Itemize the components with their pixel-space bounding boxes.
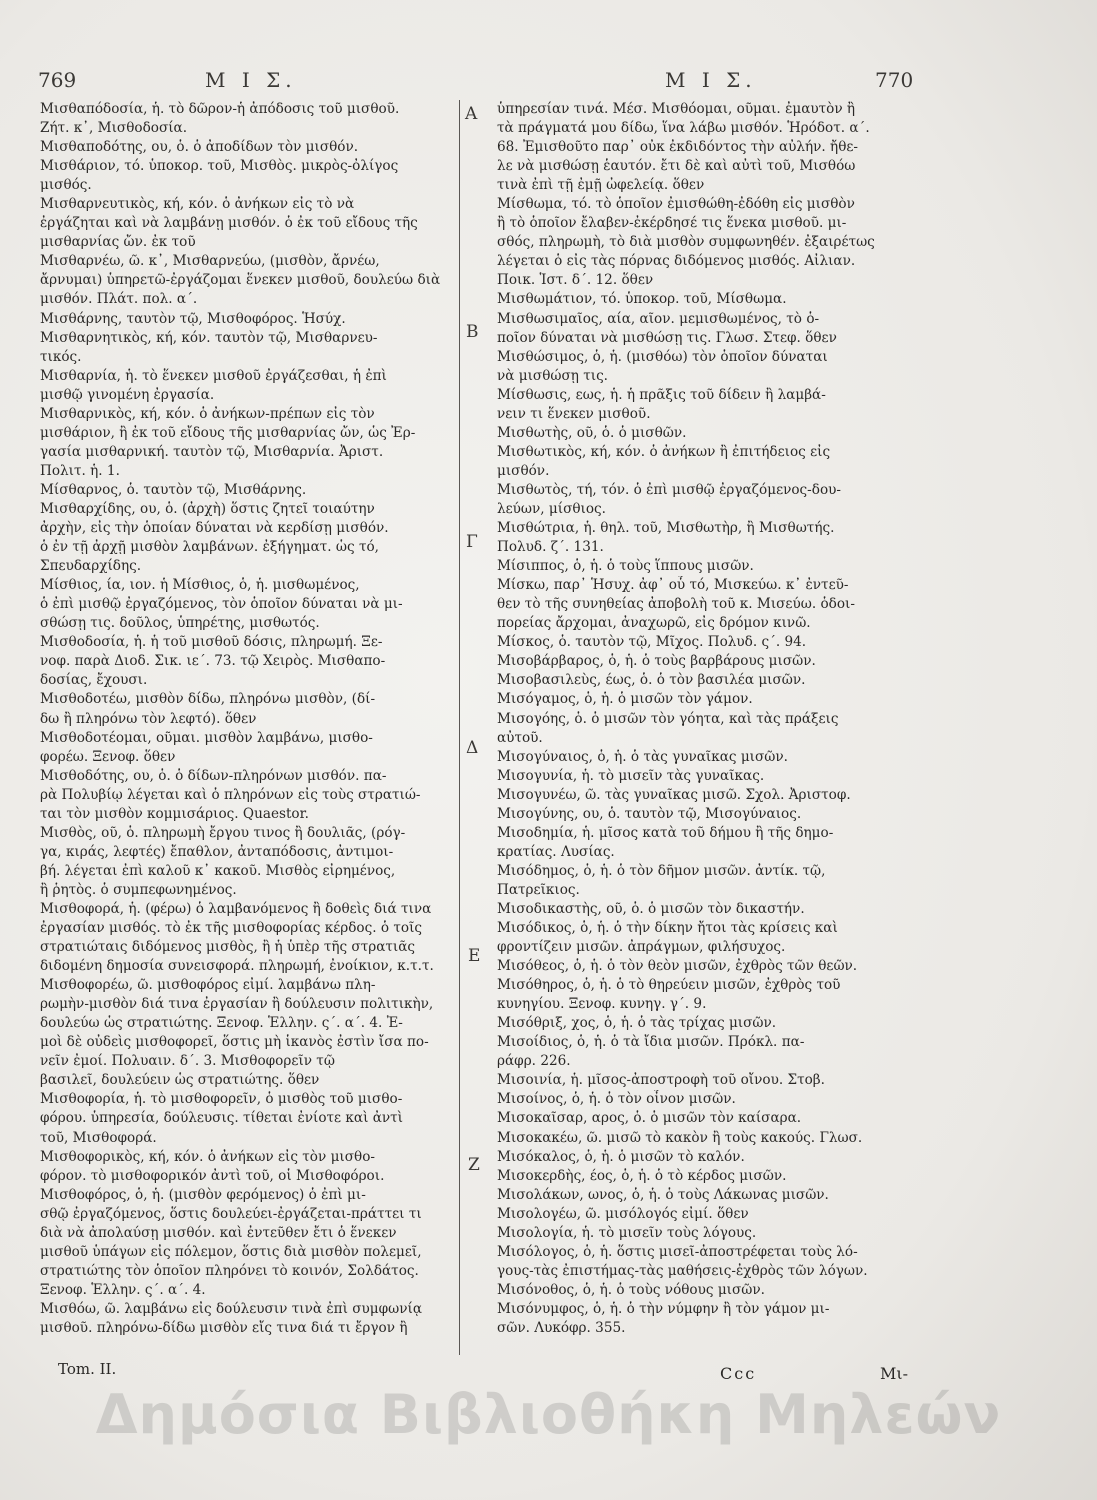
entry-line: ἐργασίαν μισθός. τὸ ἐκ τῆς μισθοφορίας κέρδος. ὁ τοῖς bbox=[40, 920, 423, 937]
entry-line: φορέω. Ξενοφ. ὅθεν bbox=[40, 748, 176, 765]
entry-line: Μισολογία, ἡ. τὸ μισεῖν τοὺς λόγους. bbox=[497, 1224, 757, 1241]
section-letter-gamma: Γ bbox=[466, 532, 478, 552]
entry-line: ὁ ἐν τῇ ἀρχῇ μισθὸν λαμβάνων. ἐξήγηματ. ὡς τό, bbox=[40, 539, 379, 556]
entry-line: Πατρεῖκιος. bbox=[497, 881, 580, 898]
entry-line: τὰ πράγματά μου δίδω, ἵνα λάβω μισθόν. Ἡρόδοτ. α΄. bbox=[497, 120, 870, 137]
entry-line: Μισοίνος, ὁ, ἡ. ὁ τὸν οἶνον μισῶν. bbox=[497, 1091, 736, 1108]
entry-line: νοφ. παρὰ Διοδ. Σικ. ιε΄. 73. τῷ Χειρὸς. Μισθαπο- bbox=[40, 653, 386, 670]
entry-line: Μισθοδοτέομαι, οῦμαι. μισθὸν λαμβάνω, μισθο- bbox=[40, 729, 373, 746]
column-divider bbox=[459, 100, 460, 1355]
entry-line: Μισθοδοσία, ἡ. ἡ τοῦ μισθοῦ δόσις, πληρωμή. Ξε- bbox=[40, 634, 383, 651]
entry-line: Μισθαποδότης, ου, ὁ. ὁ ἀποδίδων τὸν μισθόν. bbox=[40, 139, 359, 156]
entry-line: Μισθὸς, οῦ, ὁ. πληρωμὴ ἔργου τινος ἢ δουλιᾶς, (ρόγ- bbox=[40, 824, 406, 841]
entry-line: σῶν. Λυκόφρ. 355. bbox=[497, 1320, 626, 1336]
entry-line: φόρον. τὸ μισθοφορικόν ἀντὶ τοῦ, οἱ Μισθοφόροι. bbox=[40, 1167, 385, 1184]
entry-line: δοσίας, ἔχουσι. bbox=[40, 672, 148, 689]
entry-line: ἀρχὴν, εἰς τὴν ὁποίαν δύναται νὰ κερδίσῃ μισθόν. bbox=[40, 520, 389, 537]
right-page-number: 770 bbox=[875, 68, 914, 92]
entry-line: ἢ τὸ ὁποῖον ἔλαβεν-ἐκέρδησέ τις ἕνεκα μισθοῦ. μι- bbox=[497, 215, 847, 232]
entry-line: γους-τὰς ἐπιστήμας-τὰς μαθήσεις-ἐχθρὸς τῶν λόγων. bbox=[497, 1262, 868, 1279]
entry-line: Μισοβάρβαρος, ὁ, ἡ. ὁ τοὺς βαρβάρους μισῶν. bbox=[497, 653, 816, 670]
entry-line: Μισθοφορά, ἡ. (φέρω) ὁ λαμβανόμενος ἢ δοθεὶς διά τινα bbox=[40, 900, 432, 917]
entry-line: Μίσθιος, ία, ιον. ἡ Μίσθιος, ὁ, ἡ. μισθωμένος, bbox=[40, 577, 360, 594]
entry-line: Μισοβασιλεὺς, έως, ὁ. ὁ τὸν βασιλέα μισῶν. bbox=[497, 672, 806, 689]
entry-line: Μισθωτικὸς, κή, κόν. ὁ ἀνήκων ἢ ἐπιτήδειος εἰς bbox=[497, 443, 831, 460]
entry-line: μισθῷ γινομένη ἐργασία. bbox=[40, 386, 215, 403]
entry-line: Μισόλογος, ὁ, ἡ. ὅστις μισεῖ-ἀποστρέφεται τοὺς λό- bbox=[497, 1243, 858, 1260]
entry-line: πορείας ἄρχομαι, ἀναχωρῶ, εἰς δρόμον κινῶ. bbox=[497, 615, 811, 632]
entry-line: Μίσθωσις, εως, ἡ. ἡ πρᾶξις τοῦ δίδειν ἢ λαμβά- bbox=[497, 386, 826, 403]
entry-line: ὑπηρεσίαν τινά. Μέσ. Μισθόομαι, οῦμαι. ἐμαυτὸν ἢ bbox=[497, 101, 856, 117]
entry-line: στρατιώταις διδόμενος μισθὸς, ἢ ἡ ὑπὲρ τῆς στρατιᾶς bbox=[40, 939, 416, 956]
entry-line: Μισθαρνέω, ῶ. κ᾽, Μισθαρνεύω, (μισθὸν, ἄρνέω, bbox=[40, 253, 380, 270]
entry-line: Μισθοδότης, ου, ὁ. ὁ δίδων-πληρόνων μισθόν. πα- bbox=[40, 767, 387, 784]
entry-line: Μισογύναιος, ὁ, ἡ. ὁ τὰς γυναῖκας μισῶν. bbox=[497, 748, 788, 765]
entry-line: Μισοδικαστὴς, οῦ, ὁ. ὁ μισῶν τὸν δικαστήν. bbox=[497, 900, 805, 917]
entry-line: σθός, πληρωμὴ, τὸ διὰ μισθὸν συμφωνηθέν. ἐξαιρέτως bbox=[497, 234, 875, 251]
entry-line: γασία μισθαρνική. ταυτὸν τῷ, Μισθαρνία. Ἀριστ. bbox=[40, 443, 384, 460]
entry-line: Μισθωτὴς, οῦ, ὁ. ὁ μισθῶν. bbox=[497, 424, 687, 441]
entry-line: Μισθωτὸς, τή, τόν. ὁ ἐπὶ μισθῷ ἐργαζόμενος-δου- bbox=[497, 481, 841, 498]
left-running-head: Μ Ι Σ. bbox=[205, 68, 297, 92]
entry-line: Μισθοφόρος, ὁ, ἡ. (μισθὸν φερόμενος) ὁ ἐπὶ μι- bbox=[40, 1186, 366, 1203]
entry-line: λέγεται ὁ εἰς τὰς πόρνας διδόμενος μισθός. Αἰλιαν. bbox=[497, 253, 856, 270]
entry-line: Μισθώτρια, ἡ. θηλ. τοῦ, Μισθωτὴρ, ἢ Μισθωτής. bbox=[497, 520, 835, 537]
entry-line: Μισόθηρος, ὁ, ἡ. ὁ τὸ θηρεύειν μισῶν, ἐχθρὸς τοῦ bbox=[497, 977, 841, 994]
entry-line: φροντίζειν μισῶν. ἀπράγμων, φιλήσυχος. bbox=[497, 939, 786, 956]
entry-line: Μισόκαλος, ὁ, ἡ. ὁ μισῶν τὸ καλόν. bbox=[497, 1148, 745, 1165]
entry-line: Μισόγαμος, ὁ, ἡ. ὁ μισῶν τὸν γάμον. bbox=[497, 691, 753, 708]
entry-line: ὁ ἐπὶ μισθῷ ἐργαζόμενος, τὸν ὁποῖον δύναται νὰ μι- bbox=[40, 596, 403, 613]
entry-line: βασιλεῖ, δουλεύειν ὡς στρατιώτης. ὅθεν bbox=[40, 1072, 320, 1089]
entry-line: ἐργάζηται καὶ νὰ λαμβάνῃ μισθόν. ὁ ἐκ τοῦ εἴδους τῆς bbox=[40, 215, 418, 232]
entry-line: φόρου. ὑπηρεσία, δούλευσις. τίθεται ἐνίοτε καὶ ἀντὶ bbox=[40, 1110, 404, 1127]
entry-line: Ζήτ. κ᾽, Μισθοδοσία. bbox=[40, 120, 188, 137]
entry-line: μισθάριον, ἢ ἐκ τοῦ εἴδους τῆς μισθαρνίας ὤν, ὡς Ἐρ- bbox=[40, 424, 416, 441]
entry-line: Μισόδημος, ὁ, ἡ. ὁ τὸν δῆμον μισῶν. ἀντίκ. τῷ, bbox=[497, 862, 826, 879]
entry-line: νειν τι ἕνεκεν μισθοῦ. bbox=[497, 405, 651, 422]
entry-line: γα, κιράς, λεφτές) ἔπαθλον, ἀνταπόδοσις, ἀντιμοι- bbox=[40, 843, 394, 860]
entry-line: Μισόθεος, ὁ, ἡ. ὁ τὸν θεὸν μισῶν, ἐχθρὸς τῶν θεῶν. bbox=[497, 958, 858, 975]
entry-line: Μισθαρνευτικὸς, κή, κόν. ὁ ἀνήκων εἰς τὸ νὰ bbox=[40, 196, 355, 213]
entry-line: Μισογύνης, ου, ὁ. ταυτὸν τῷ, Μισογύναιος. bbox=[497, 805, 802, 822]
entry-line: Σπευδαρχίδης. bbox=[40, 558, 142, 575]
volume-label: Tom. II. bbox=[58, 1360, 117, 1378]
left-column bbox=[40, 100, 455, 1338]
entry-line: διδομένη δημοσία συνεισφορά. πληρωμή, ἐνοίκιον, κ.τ.τ. bbox=[40, 958, 434, 975]
entry-line: Μισθοφορικὸς, κή, κόν. ὁ ἀνήκων εἰς τὸν μισθο- bbox=[40, 1148, 375, 1165]
entry-line: Πολυδ. ζ΄. 131. bbox=[497, 539, 604, 556]
entry-line: τοῦ, Μισθοφορά. bbox=[40, 1129, 157, 1146]
entry-line: κρατίας. Λυσίας. bbox=[497, 843, 615, 860]
entry-line: Μισθαρνητικὸς, κή, κόν. ταυτὸν τῷ, Μισθαρνευ- bbox=[40, 329, 378, 346]
entry-line: Μίσθαρνος, ὁ. ταυτὸν τῷ, Μισθάρνης. bbox=[40, 481, 307, 498]
entry-line: σθώσῃ τις. δοῦλος, ὑπηρέτης, μισθωτός. bbox=[40, 615, 320, 632]
entry-line: θεν τὸ τῆς συνηθείας ἀποβολὴ τοῦ κ. Μισεύω. ὁδοι- bbox=[497, 596, 855, 613]
entry-line: Μισοκερδὴς, έος, ὁ, ἡ. ὁ τὸ κέρδος μισῶν. bbox=[497, 1167, 787, 1184]
entry-line: τινὰ ἐπὶ τῇ ἐμῇ ὠφελείᾳ. ὅθεν bbox=[497, 177, 705, 194]
entry-line: σθῷ ἐργαζόμενος, ὅστις δουλεύει-ἐργάζεται-πράττει τι bbox=[40, 1205, 422, 1222]
entry-line: μοὶ δὲ οὐδεὶς μισθοφορεῖ, ὅστις μὴ ἱκανὸς ἐστὶν ἴσα πο- bbox=[40, 1034, 429, 1051]
entry-line: ἢ ῥητὸς. ὁ συμπεφωνημένος. bbox=[40, 881, 237, 898]
entry-line: λε νὰ μισθώσῃ ἑαυτόν. ἔτι δὲ καὶ αὐτὶ τοῦ, Μισθόω bbox=[497, 158, 856, 175]
entry-line: Μισθάριον, τό. ὑποκορ. τοῦ, Μισθὸς. μικρὸς-ὀλίγος bbox=[40, 158, 399, 175]
entry-line: Μισθαπόδοσία, ἡ. τὸ δῶρον-ἡ ἀπόδοσις τοῦ μισθοῦ. bbox=[40, 101, 400, 117]
entry-line: Μισόθριξ, χος, ὁ, ἡ. ὁ τὰς τρίχας μισῶν. bbox=[497, 1015, 777, 1032]
entry-line: Μισοκαῖσαρ, αρος, ὁ. ὁ μισῶν τὸν καίσαρα. bbox=[497, 1110, 802, 1127]
entry-line: Μίσκος, ὁ. ταυτὸν τῷ, Μῖχος. Πολυδ. ς΄. 94. bbox=[497, 634, 807, 651]
entry-line: Μισθαρνικὸς, κή, κόν. ὁ ἀνήκων-πρέπων εἰς τὸν bbox=[40, 405, 375, 422]
entry-line: ρὰ Πολυβίῳ λέγεται καὶ ὁ πληρόνων εἰς τοὺς στρατιώ- bbox=[40, 786, 421, 803]
entry-line: Πολιτ. ἡ. 1. bbox=[40, 462, 120, 479]
entry-line: μισθός. bbox=[40, 177, 92, 194]
entry-line: ρωμὴν-μισθὸν διά τινα ἐργασίαν ἢ δούλευσιν πολιτικὴν, bbox=[40, 996, 434, 1013]
entry-line: Μισογυνία, ἡ. τὸ μισεῖν τὰς γυναῖκας. bbox=[497, 767, 765, 784]
section-letter-beta: Β bbox=[466, 322, 479, 342]
entry-line: Μισοδημία, ἡ. μῖσος κατὰ τοῦ δήμου ἢ τῆς δημο- bbox=[497, 824, 834, 841]
entry-line: ται τὸν μισθὸν κομμισάριος. Quaestor. bbox=[40, 805, 309, 822]
entry-line: Μισογόης, ὁ. ὁ μισῶν τὸν γόητα, καὶ τὰς πράξεις bbox=[497, 710, 839, 727]
left-page-number: 769 bbox=[38, 68, 77, 92]
entry-line: Μισόδικος, ὁ, ἡ. ὁ τὴν δίκην ἤτοι τὰς κρίσεις καὶ bbox=[497, 920, 838, 937]
entry-line: Ποικ. Ἱστ. δ΄. 12. ὅθεν bbox=[497, 272, 654, 289]
entry-line: Μισοκακέω, ῶ. μισῶ τὸ κακὸν ἢ τοὺς κακούς. Γλωσ. bbox=[497, 1129, 863, 1146]
entry-line: Μισθωσιμαῖος, αία, αῖον. μεμισθωμένος, τὸ ὁ- bbox=[497, 310, 820, 327]
entry-line: Μισθόω, ῶ. λαμβάνω εἰς δούλευσιν τινὰ ἐπὶ συμφωνίᾳ bbox=[40, 1300, 422, 1317]
entry-line: Μισολογέω, ῶ. μισόλογός εἰμί. ὅθεν bbox=[497, 1205, 749, 1222]
entry-line: μισθόν. bbox=[497, 462, 550, 479]
entry-line: Ξενοφ. Ἑλλην. ς΄. α΄. 4. bbox=[40, 1281, 206, 1298]
entry-line: λεύων, μίσθιος. bbox=[497, 500, 606, 517]
entry-line: Μισθοδοτέω, μισθὸν δίδω, πληρόνω μισθὸν, (δί- bbox=[40, 691, 376, 708]
entry-line: ράφρ. 226. bbox=[497, 1053, 571, 1070]
section-letter-epsilon: Ε bbox=[468, 946, 481, 966]
entry-line: Μίσκω, παρ᾽ Ἡσυχ. ἀφ᾽ οὗ τό, Μισκεύω. κ᾽ ἐντεῦ- bbox=[497, 577, 849, 594]
entry-line: Μισολάκων, ωνος, ὁ, ἡ. ὁ τοὺς Λάκωνας μισῶν. bbox=[497, 1186, 829, 1203]
section-letter-zeta: Ζ bbox=[468, 1155, 480, 1175]
entry-line: δω ἢ πληρόνω τὸν λεφτό). ὅθεν bbox=[40, 710, 257, 727]
catchword: Μι- bbox=[880, 1364, 909, 1383]
entry-line: Μισθαρχίδης, ου, ὁ. (ἀρχὴ) ὅστις ζητεῖ τοιαύτην bbox=[40, 500, 375, 517]
entry-line: Μισθάρνης, ταυτὸν τῷ, Μισθοφόρος. Ἡσύχ. bbox=[40, 310, 346, 327]
entry-line: Μισθοφορία, ἡ. τὸ μισθοφορεῖν, ὁ μισθὸς τοῦ μισθο- bbox=[40, 1091, 403, 1108]
entry-line: διὰ νὰ ἀπολαύσῃ μισθόν. καὶ ἐντεῦθεν ἔτι ὁ ἕνεκεν bbox=[40, 1224, 397, 1241]
entry-line: Μίσθωμα, τό. τὸ ὁποῖον ἐμισθώθη-ἐδόθη εἰς μισθὸν bbox=[497, 196, 855, 213]
entry-line: Μισοινία, ἡ. μῖσος-ἀποστροφὴ τοῦ οἴνου. Στοβ. bbox=[497, 1072, 825, 1089]
entry-line: στρατιώτης τὸν ὁποῖον πληρόνει τὸ κοινόν, Σολδάτος. bbox=[40, 1262, 419, 1279]
entry-line: αὐτοῦ. bbox=[497, 729, 543, 746]
entry-line: κυνηγίου. Ξενοφ. κυνηγ. γ΄. 9. bbox=[497, 996, 707, 1013]
entry-line: μισθοῦ. πληρόνω-δίδω μισθὸν εἴς τινα διά τι ἔργον ἢ bbox=[40, 1320, 408, 1336]
entry-line: νεῖν ἐμοί. Πολυαιν. δ΄. 3. Μισθοφορεῖν τῷ bbox=[40, 1053, 335, 1070]
entry-line: βή. λέγεται ἐπὶ καλοῦ κ᾽ κακοῦ. Μισθὸς εἰρημένος, bbox=[40, 862, 396, 879]
right-column bbox=[497, 100, 933, 1338]
entry-line: νὰ μισθώσῃ τις. bbox=[497, 367, 609, 384]
entry-line: Μισθωμάτιον, τό. ὑποκορ. τοῦ, Μίσθωμα. bbox=[497, 291, 787, 308]
entry-line: Μισόνοθος, ὁ, ἡ. ὁ τοὺς νόθους μισῶν. bbox=[497, 1281, 765, 1298]
entry-line: ποῖον δύναται νὰ μισθώσῃ τις. Γλωσ. Στεφ. ὅθεν bbox=[497, 329, 837, 346]
entry-line: μισθόν. Πλάτ. πολ. α΄. bbox=[40, 291, 198, 308]
entry-line: Μισθαρνία, ἡ. τὸ ἕνεκεν μισθοῦ ἐργάζεσθαι, ἡ ἐπὶ bbox=[40, 367, 387, 384]
entry-line: Μισθώσιμος, ὁ, ἡ. (μισθόω) τὸν ὁποῖον δύναται bbox=[497, 348, 828, 365]
entry-line: μισθοῦ ὑπάγων εἰς πόλεμον, ὅστις διὰ μισθὸν πολεμεῖ, bbox=[40, 1243, 422, 1260]
library-watermark: Δημόσια Βιβλιοθήκη Μηλεών bbox=[95, 1383, 1002, 1446]
section-letter-delta: Δ bbox=[466, 738, 479, 758]
entry-line: τικός. bbox=[40, 348, 82, 365]
section-letter-alpha: Α bbox=[465, 104, 478, 124]
entry-line: Μισογυνέω, ῶ. τὰς γυναῖκας μισῶ. Σχολ. Ἀριστοφ. bbox=[497, 786, 851, 803]
signature-mark: Ccc bbox=[720, 1364, 757, 1383]
entry-line: Μισοίδιος, ὁ, ἡ. ὁ τὰ ἴδια μισῶν. Πρόκλ. πα- bbox=[497, 1034, 805, 1051]
entry-line: δουλεύω ὡς στρατιώτης. Ξενοφ. Ἑλλην. ς΄. α΄. 4. Ἐ- bbox=[40, 1015, 403, 1032]
entry-line: ἄρνυμαι) ὑπηρετῶ-ἐργάζομαι ἕνεκεν μισθοῦ, δουλεύω διὰ bbox=[40, 272, 441, 289]
entry-line: 68. Ἐμισθοῦτο παρ᾽ οὐκ ἐκδιδόντος τὴν αὐλήν. ἤθε- bbox=[497, 139, 859, 156]
entry-line: Μισόνυμφος, ὁ, ἡ. ὁ τὴν νύμφην ἢ τὸν γάμον μι- bbox=[497, 1300, 830, 1317]
right-running-head: Μ Ι Σ. bbox=[665, 68, 757, 92]
entry-line: Μισθοφορέω, ῶ. μισθοφόρος εἰμί. λαμβάνω πλη- bbox=[40, 977, 376, 994]
entry-line: μισθαρνίας ὤν. ἐκ τοῦ bbox=[40, 234, 196, 251]
entry-line: Μίσιππος, ὁ, ἡ. ὁ τοὺς ἵππους μισῶν. bbox=[497, 558, 754, 575]
